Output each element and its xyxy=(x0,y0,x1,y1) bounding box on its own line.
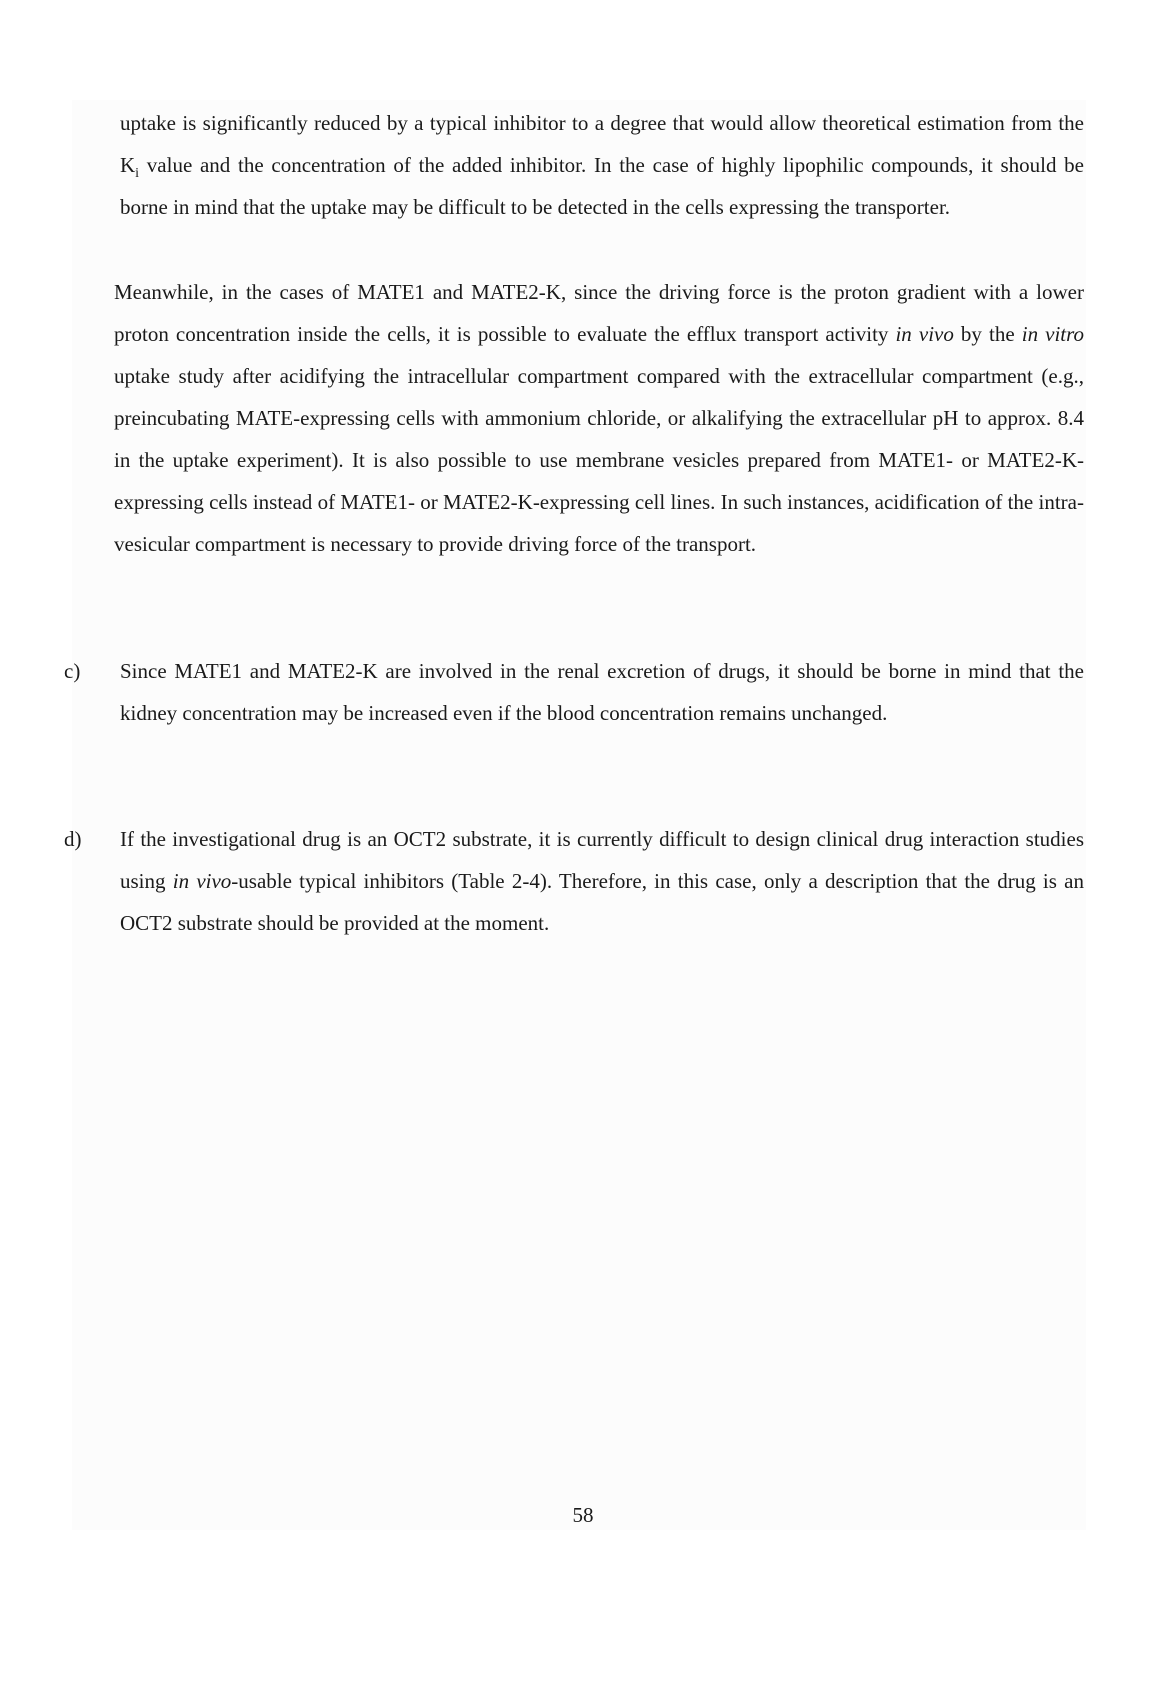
meanwhile-text-3: uptake study after acidifying the intracellular compartment compared with the extracellular compartment (e.g., preincubating MATE-expressing cells with ammonium chloride, or alkalifying the extracellular pH to approx. 8.4 in the uptake experiment). It is also possible to use membrane vesicles prepared from MATE1- or MATE2-K-expressing cells instead of MATE1- or MATE2-K-expressing cell lines. In such instances, acidification of the intra-vesicular compartment is necessary to provide driving force of the transport. xyxy=(114,364,1084,556)
continuation-text-1: uptake is significantly reduced by a typical inhibitor to a degree that would allow theoretical estimation from the K xyxy=(120,111,1084,177)
meanwhile-text-1: Meanwhile, in the cases of MATE1 and MATE2-K, since the driving force is the proton gradient with a lower proton concentration inside the cells, it is possible to evaluate the efflux transport activity xyxy=(114,280,1084,346)
item-d-text-2: -usable typical inhibitors (Table 2-4). Therefore, in this case, only a description that the drug is an OCT2 substrate should be provided at the moment. xyxy=(120,869,1084,935)
continuation-text-2: value and the concentration of the added inhibitor. In the case of highly lipophilic compounds, it should be borne in mind that the uptake may be difficult to be detected in the cells expressing the transporter. xyxy=(120,153,1084,219)
meanwhile-text-2: by the xyxy=(953,322,1022,346)
paragraph-continuation xyxy=(120,102,1084,228)
page-number: 58 xyxy=(572,1503,594,1527)
item-d-text-1: If the investigational drug is an OCT2 substrate, it is currently difficult to design clinical drug interaction studies using xyxy=(120,827,1084,893)
list-item-c-text: Since MATE1 and MATE2-K are involved in the renal excretion of drugs, it should be borne in mind that the kidney concentration may be increased even if the blood concentration remains unchanged. xyxy=(120,659,1084,725)
list-marker-d: d) xyxy=(64,827,82,851)
list-item-d-text xyxy=(120,818,1084,944)
meanwhile-italic-in-vitro: in vitro xyxy=(1021,322,1085,346)
ki-subscript: i xyxy=(135,166,140,182)
item-d-italic-in-vivo: in vivo xyxy=(172,869,232,893)
list-marker-c: c) xyxy=(64,659,81,683)
list-item-d xyxy=(64,818,1084,944)
paragraph-meanwhile xyxy=(114,271,1084,565)
list-item-c xyxy=(64,650,1084,734)
meanwhile-italic-in-vivo: in vivo xyxy=(895,322,954,346)
